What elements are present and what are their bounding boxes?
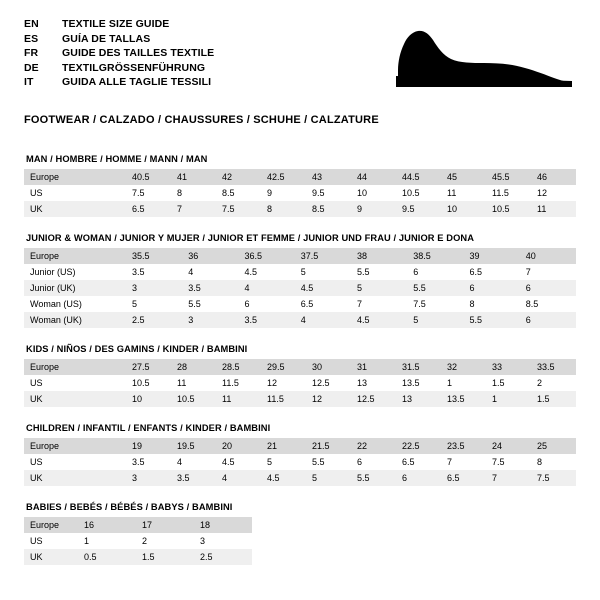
size-cell: 5 [407, 312, 463, 328]
row-label: Europe [24, 169, 126, 185]
size-cell: 3.5 [182, 280, 238, 296]
table-row [24, 264, 576, 280]
size-cell: 7.5 [407, 296, 463, 312]
row-label: US [24, 185, 126, 201]
size-cell: 28 [171, 359, 216, 375]
size-cell: 36 [182, 248, 238, 264]
size-sections [0, 154, 600, 565]
size-cell: 11.5 [261, 391, 306, 407]
size-cell: 6 [351, 454, 396, 470]
size-cell: 40.5 [126, 169, 171, 185]
size-cell: 10 [351, 185, 396, 201]
size-cell: 5.5 [182, 296, 238, 312]
size-cell: 8.5 [306, 201, 351, 217]
table-row [24, 375, 576, 391]
size-cell: 3 [182, 312, 238, 328]
size-cell: 5 [306, 470, 351, 486]
table-row [24, 185, 576, 201]
size-cell: 31.5 [396, 359, 441, 375]
size-table [24, 517, 576, 565]
size-cell: 6 [407, 264, 463, 280]
size-cell: 7.5 [126, 185, 171, 201]
size-cell: 7 [486, 470, 531, 486]
table-filler [252, 533, 576, 549]
size-cell: 6 [464, 280, 520, 296]
size-cell: 9.5 [306, 185, 351, 201]
size-cell: 2 [531, 375, 576, 391]
size-cell: 4 [182, 264, 238, 280]
size-cell: 1 [486, 391, 531, 407]
table-row [24, 296, 576, 312]
size-cell: 42.5 [261, 169, 306, 185]
size-cell: 6 [520, 312, 576, 328]
size-cell: 13 [396, 391, 441, 407]
size-cell: 13 [351, 375, 396, 391]
size-cell: 3.5 [126, 454, 171, 470]
size-cell: 5 [126, 296, 182, 312]
size-cell: 0.5 [78, 549, 136, 565]
size-table [24, 169, 576, 217]
table-row [24, 248, 576, 264]
size-cell: 6.5 [464, 264, 520, 280]
size-cell: 5.5 [351, 264, 407, 280]
language-code: EN [24, 18, 39, 30]
size-cell: 10 [126, 391, 171, 407]
header [0, 0, 600, 108]
size-cell: 7.5 [216, 201, 261, 217]
size-cell: 2.5 [126, 312, 182, 328]
table-row [24, 549, 576, 565]
size-cell: 3 [194, 533, 252, 549]
size-cell: 33 [486, 359, 531, 375]
size-cell: 45.5 [486, 169, 531, 185]
size-cell: 4.5 [351, 312, 407, 328]
language-text: TEXTILE SIZE GUIDE [62, 18, 170, 30]
table-filler [252, 549, 576, 565]
table-row [24, 312, 576, 328]
table-row [24, 169, 576, 185]
size-cell: 28.5 [216, 359, 261, 375]
size-cell: 23.5 [441, 438, 486, 454]
size-cell: 11 [171, 375, 216, 391]
table-row [24, 391, 576, 407]
section-title: KIDS / NIÑOS / DES GAMINS / KINDER / BAMBINI [26, 344, 248, 354]
size-cell: 41 [171, 169, 216, 185]
size-cell: 10 [441, 201, 486, 217]
table-row [24, 201, 576, 217]
size-cell: 10.5 [486, 201, 531, 217]
row-label: Junior (UK) [24, 280, 126, 296]
size-cell: 13.5 [396, 375, 441, 391]
size-cell: 5.5 [464, 312, 520, 328]
size-cell: 2 [136, 533, 194, 549]
size-cell: 1 [78, 533, 136, 549]
size-cell: 31 [351, 359, 396, 375]
size-cell: 7.5 [531, 470, 576, 486]
size-cell: 12.5 [351, 391, 396, 407]
size-section [24, 154, 576, 217]
size-cell: 4 [295, 312, 351, 328]
size-cell: 6.5 [396, 454, 441, 470]
language-row [24, 33, 214, 48]
size-cell: 10.5 [171, 391, 216, 407]
size-cell: 6.5 [295, 296, 351, 312]
table-row [24, 280, 576, 296]
category-title: FOOTWEAR / CALZADO / CHAUSSURES / SCHUHE / CALZATURE [24, 114, 379, 126]
size-cell: 1.5 [531, 391, 576, 407]
size-cell: 7 [171, 201, 216, 217]
size-cell: 4.5 [295, 280, 351, 296]
table-row [24, 517, 576, 533]
size-cell: 10.5 [126, 375, 171, 391]
size-cell: 4.5 [261, 470, 306, 486]
row-label: UK [24, 470, 126, 486]
language-code: DE [24, 61, 39, 74]
row-label: Europe [24, 359, 126, 375]
size-table [24, 438, 576, 486]
row-label: Junior (US) [24, 264, 126, 280]
size-cell: 8.5 [520, 296, 576, 312]
size-cell: 8 [261, 201, 306, 217]
size-cell: 8 [171, 185, 216, 201]
dress-shoe-icon [394, 26, 574, 88]
language-code: IT [24, 76, 34, 88]
size-cell: 11 [531, 201, 576, 217]
size-cell: 42 [216, 169, 261, 185]
size-cell: 5 [261, 454, 306, 470]
size-cell: 7 [441, 454, 486, 470]
row-label: UK [24, 549, 78, 565]
size-cell: 38.5 [407, 248, 463, 264]
section-title: CHILDREN / INFANTIL / ENFANTS / KINDER / BAMBINI [26, 423, 271, 433]
size-cell: 9 [261, 185, 306, 201]
size-cell: 3.5 [126, 264, 182, 280]
size-cell: 3.5 [239, 312, 295, 328]
row-label: US [24, 454, 126, 470]
size-cell: 6.5 [441, 470, 486, 486]
size-cell: 8 [531, 454, 576, 470]
size-cell: 35.5 [126, 248, 182, 264]
size-cell: 43 [306, 169, 351, 185]
size-cell: 22.5 [396, 438, 441, 454]
language-text: GUIDA ALLE TAGLIE TESSILI [62, 76, 212, 88]
size-table [24, 359, 576, 407]
size-cell: 19 [126, 438, 171, 454]
language-row [24, 62, 214, 77]
size-cell: 7.5 [486, 454, 531, 470]
row-label: Europe [24, 438, 126, 454]
size-cell: 46 [531, 169, 576, 185]
size-cell: 32 [441, 359, 486, 375]
size-cell: 40 [520, 248, 576, 264]
size-section [24, 233, 576, 328]
size-cell: 37.5 [295, 248, 351, 264]
language-row [24, 47, 214, 62]
section-title: BABIES / BEBÉS / BÉBÉS / BABYS / BAMBINI [26, 502, 233, 512]
row-label: US [24, 533, 78, 549]
size-section [24, 502, 576, 565]
size-cell: 8 [464, 296, 520, 312]
size-cell: 4 [171, 454, 216, 470]
size-cell: 5.5 [306, 454, 351, 470]
row-label: UK [24, 201, 126, 217]
row-label: Woman (UK) [24, 312, 126, 328]
size-cell: 19.5 [171, 438, 216, 454]
size-cell: 6 [520, 280, 576, 296]
size-cell: 13.5 [441, 391, 486, 407]
size-cell: 4.5 [239, 264, 295, 280]
size-cell: 17 [136, 517, 194, 533]
size-cell: 6 [239, 296, 295, 312]
size-cell: 12 [531, 185, 576, 201]
size-cell: 30 [306, 359, 351, 375]
size-cell: 2.5 [194, 549, 252, 565]
row-label: Woman (US) [24, 296, 126, 312]
row-label: US [24, 375, 126, 391]
size-cell: 11.5 [216, 375, 261, 391]
size-cell: 1 [441, 375, 486, 391]
size-cell: 8.5 [216, 185, 261, 201]
language-code: ES [24, 32, 39, 45]
table-row [24, 359, 576, 375]
size-cell: 25 [531, 438, 576, 454]
language-code: FR [24, 47, 39, 59]
size-section [24, 423, 576, 486]
table-row [24, 438, 576, 454]
row-label: Europe [24, 517, 78, 533]
language-titles-body [24, 18, 214, 91]
size-cell: 11 [216, 391, 261, 407]
language-text: GUIDE DES TAILLES TEXTILE [62, 47, 215, 59]
table-row [24, 454, 576, 470]
size-cell: 24 [486, 438, 531, 454]
size-cell: 5 [295, 264, 351, 280]
size-cell: 5.5 [351, 470, 396, 486]
size-cell: 38 [351, 248, 407, 264]
size-cell: 16 [78, 517, 136, 533]
size-cell: 33.5 [531, 359, 576, 375]
section-title: MAN / HOMBRE / HOMME / MANN / MAN [26, 154, 208, 164]
table-row [24, 470, 576, 486]
language-row [24, 18, 214, 33]
size-cell: 1.5 [136, 549, 194, 565]
size-cell: 11.5 [486, 185, 531, 201]
size-cell: 10.5 [396, 185, 441, 201]
section-title: JUNIOR & WOMAN / JUNIOR Y MUJER / JUNIOR ET FEMME / JUNIOR UND FRAU / JUNIOR E DONA [26, 233, 475, 243]
size-cell: 3 [126, 280, 182, 296]
size-table [24, 248, 576, 328]
size-cell: 45 [441, 169, 486, 185]
table-row [24, 533, 576, 549]
size-cell: 4 [216, 470, 261, 486]
size-cell: 5 [351, 280, 407, 296]
size-cell: 7 [351, 296, 407, 312]
size-cell: 20 [216, 438, 261, 454]
size-cell: 5.5 [407, 280, 463, 296]
size-cell: 3 [126, 470, 171, 486]
language-text: TEXTILGRÖSSENFÜHRUNG [62, 61, 206, 74]
size-cell: 39 [464, 248, 520, 264]
size-cell: 27.5 [126, 359, 171, 375]
size-cell: 12 [306, 391, 351, 407]
size-cell: 21.5 [306, 438, 351, 454]
size-section [24, 344, 576, 407]
size-cell: 11 [441, 185, 486, 201]
size-cell: 12 [261, 375, 306, 391]
size-cell: 36.5 [239, 248, 295, 264]
language-titles [24, 18, 214, 91]
size-cell: 1.5 [486, 375, 531, 391]
size-cell: 21 [261, 438, 306, 454]
table-filler [252, 517, 576, 533]
language-text: GUÍA DE TALLAS [62, 32, 151, 45]
size-cell: 6.5 [126, 201, 171, 217]
row-label: UK [24, 391, 126, 407]
size-cell: 4.5 [216, 454, 261, 470]
size-cell: 29.5 [261, 359, 306, 375]
size-cell: 6 [396, 470, 441, 486]
size-cell: 12.5 [306, 375, 351, 391]
size-cell: 4 [239, 280, 295, 296]
size-cell: 3.5 [171, 470, 216, 486]
size-cell: 44 [351, 169, 396, 185]
row-label: Europe [24, 248, 126, 264]
size-cell: 9.5 [396, 201, 441, 217]
size-cell: 9 [351, 201, 396, 217]
size-cell: 22 [351, 438, 396, 454]
size-cell: 44.5 [396, 169, 441, 185]
size-cell: 18 [194, 517, 252, 533]
language-row [24, 76, 214, 91]
size-cell: 7 [520, 264, 576, 280]
